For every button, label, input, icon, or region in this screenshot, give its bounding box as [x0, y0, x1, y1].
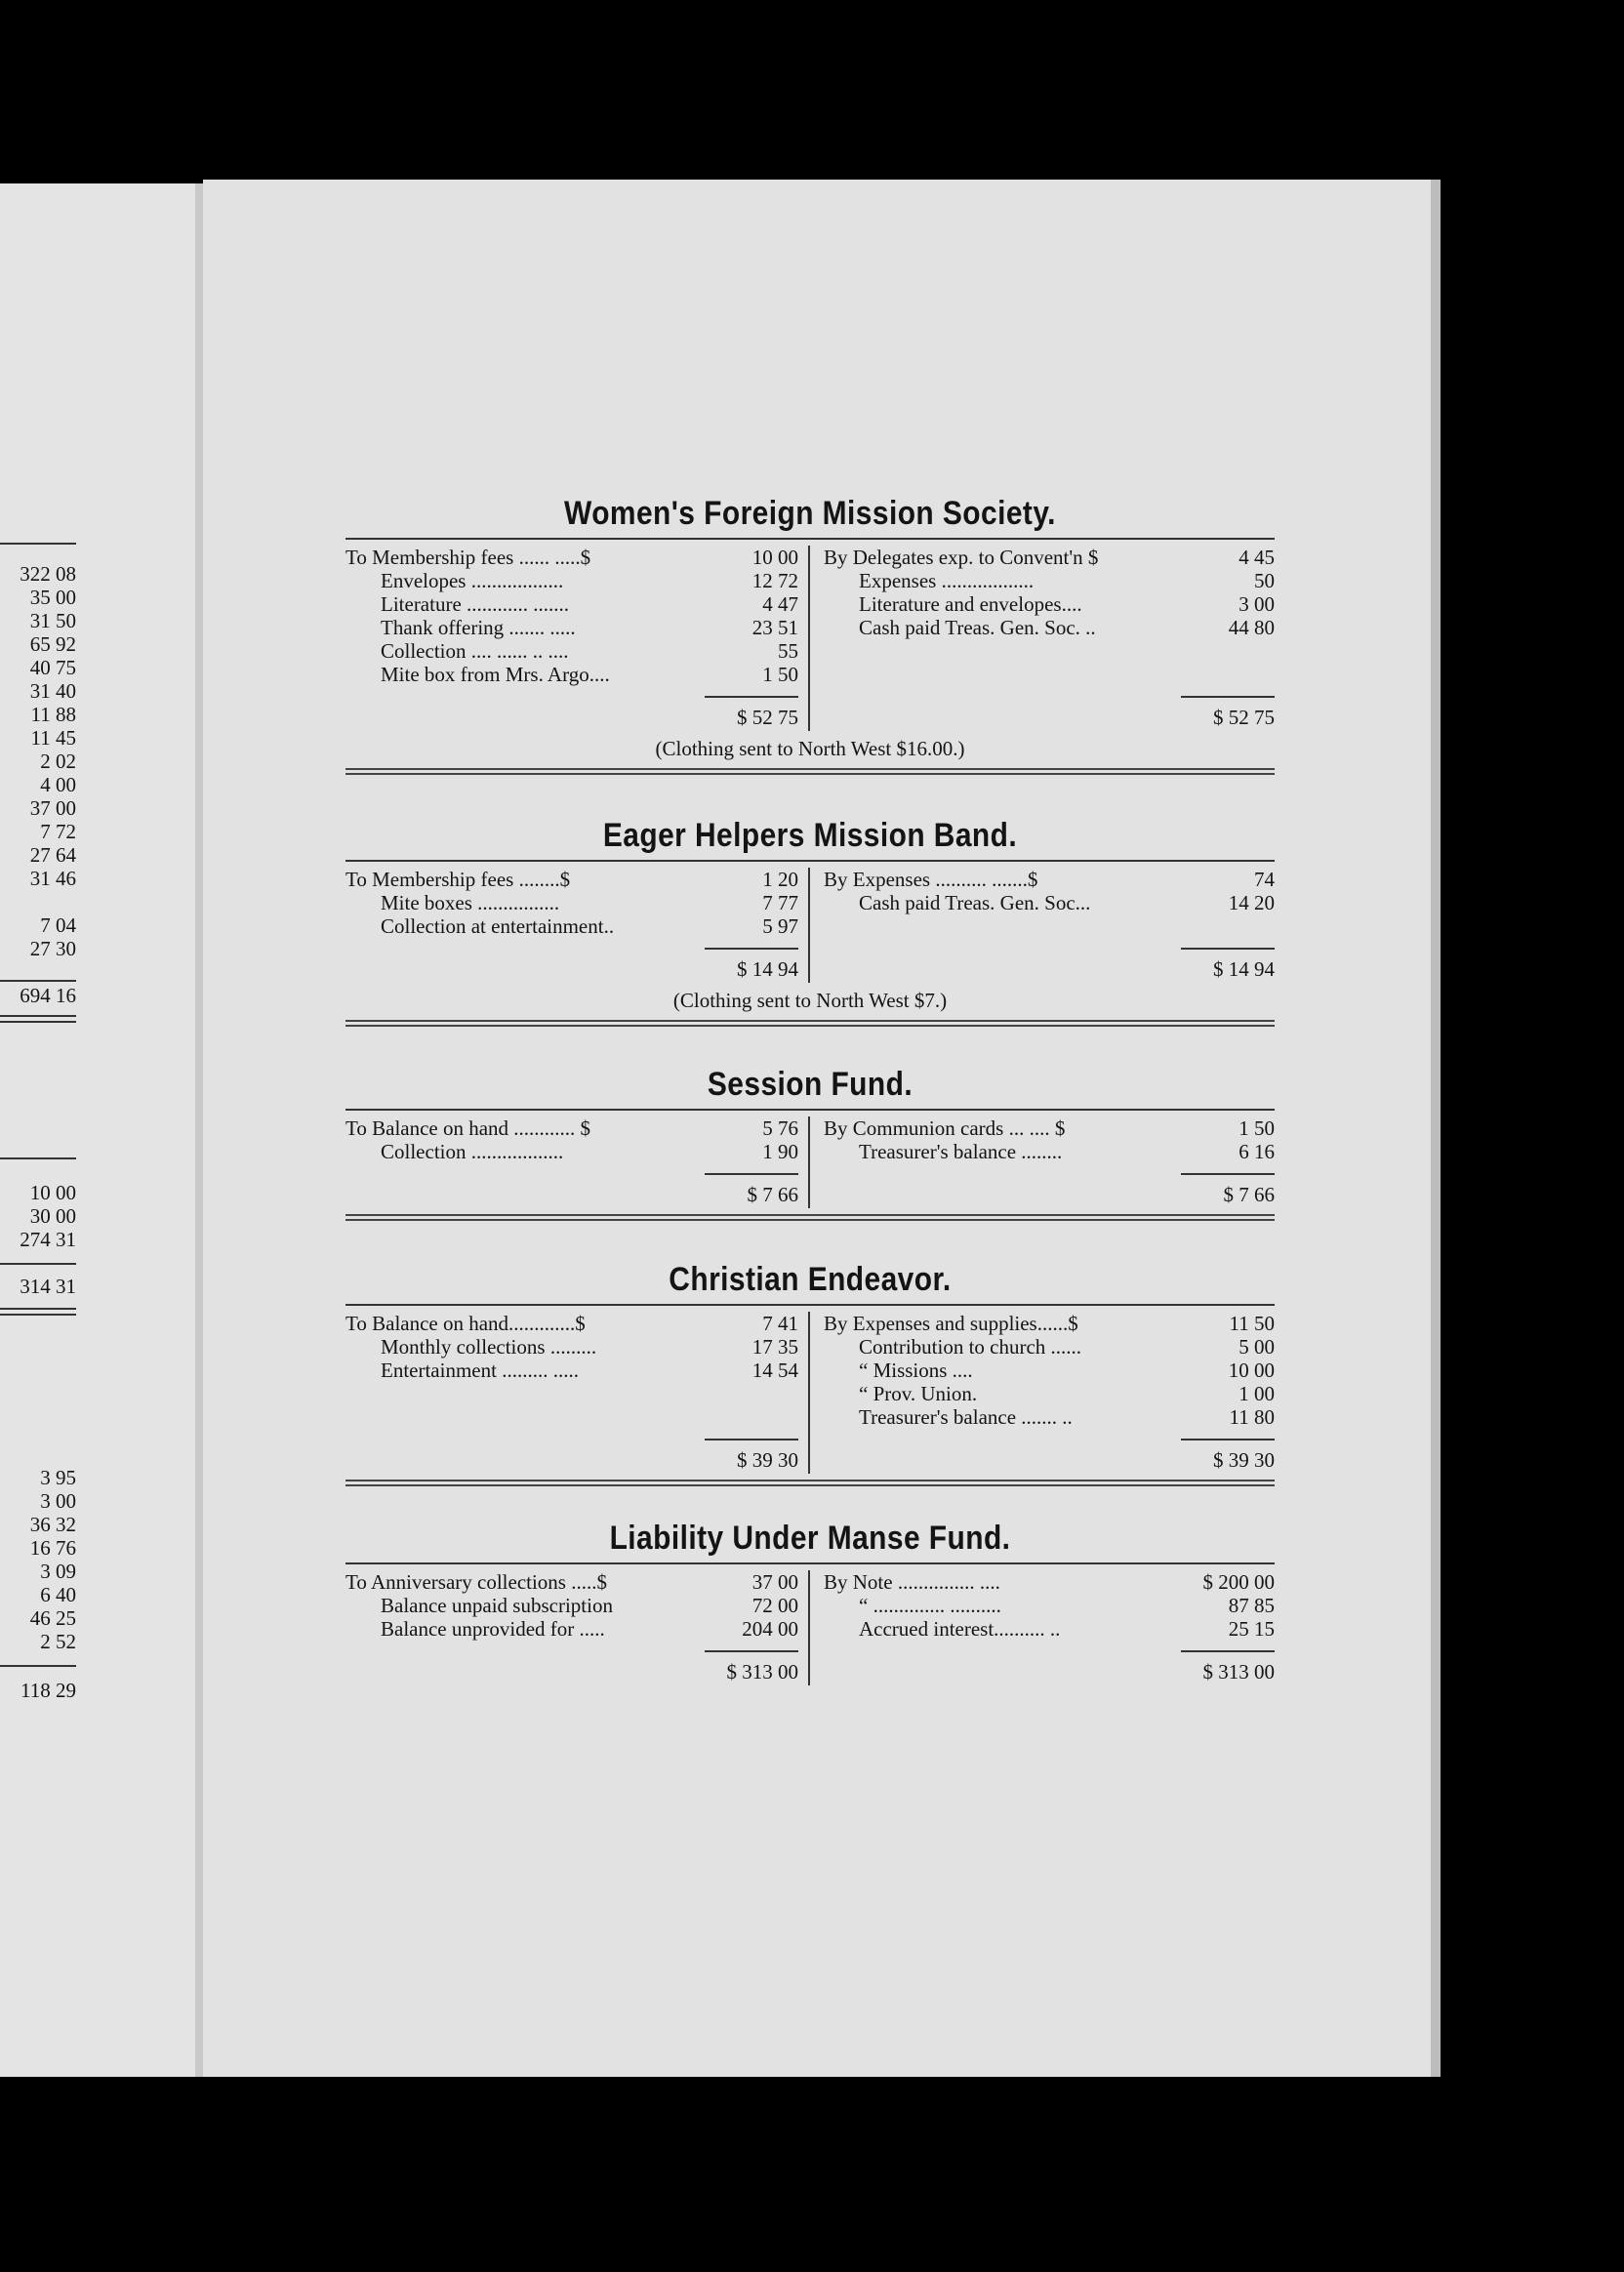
ledger-row: [824, 546, 1275, 569]
total-amount: [1165, 1658, 1275, 1685]
total-spacer: [345, 704, 689, 731]
ledger-row: [824, 891, 1275, 914]
row-label: Monthly collections .........: [381, 1335, 597, 1359]
ledger: [345, 1312, 1275, 1474]
title-rule: [345, 538, 1275, 540]
total-row: [345, 1446, 798, 1474]
ledger-row: [345, 1312, 798, 1335]
row-label: To Balance on hand ............ $: [345, 1116, 591, 1140]
title-rule: [345, 860, 1275, 862]
total-value: 313 00: [1218, 1660, 1275, 1684]
total-amount: [689, 704, 798, 731]
row-label: Mite boxes ................: [381, 891, 560, 914]
left-amount: 16 76: [29, 1536, 76, 1560]
section-divider: [345, 1020, 1275, 1027]
section-title: Christian Endeavor.: [669, 1261, 952, 1298]
section-manse-fund: [345, 1518, 1275, 1685]
left-amount: 37 00: [29, 796, 76, 820]
page-edge: [1431, 180, 1441, 2077]
total-spacer: [345, 1181, 689, 1208]
row-amount: 17 35: [751, 1335, 798, 1359]
section-womens-foreign-mission: [345, 493, 1275, 775]
left-amount: 40 75: [29, 656, 76, 679]
left-amount: 36 32: [29, 1513, 76, 1536]
ledger-row: [824, 868, 1275, 891]
left-amount: 46 25: [29, 1606, 76, 1630]
total-row: [824, 955, 1275, 983]
total-value: 39 30: [1228, 1448, 1275, 1472]
section-title: Women's Foreign Mission Society.: [564, 495, 1056, 532]
left-amount: 4 00: [40, 773, 76, 796]
row-label: Mite box from Mrs. Argo....: [381, 663, 610, 686]
row-label: Envelopes ..................: [381, 569, 564, 592]
total-spacer: [824, 1658, 1165, 1685]
row-amount: 12 72: [751, 569, 798, 592]
row-label: By Delegates exp. to Convent'n $: [824, 546, 1099, 569]
left-rule: [0, 980, 76, 982]
total-spacer: [824, 955, 1165, 983]
left-amount: 27 64: [29, 843, 76, 867]
left-amount: 3 00: [40, 1489, 76, 1513]
ledger-row: [824, 1594, 1275, 1617]
total-amount: [689, 1658, 798, 1685]
left-rule: [0, 1263, 76, 1265]
total-amount: [1165, 704, 1275, 731]
row-label: Treasurer's balance ........: [859, 1140, 1063, 1163]
section-christian-endeavor: [345, 1259, 1275, 1486]
total-value: 313 00: [742, 1660, 798, 1684]
left-rule: [0, 1157, 76, 1159]
left-amount: 27 30: [29, 937, 76, 960]
total-row: [345, 1181, 798, 1208]
left-rule: [0, 1665, 76, 1667]
left-page-fragment: [0, 183, 195, 2077]
ledger-row: [824, 1116, 1275, 1140]
row-label: Collection ..................: [381, 1140, 564, 1163]
total-row: [345, 704, 798, 731]
total-rule: [1181, 948, 1275, 950]
total-value: 14 94: [751, 957, 798, 981]
ledger: [345, 1570, 1275, 1685]
row-amount: 1 20: [762, 868, 798, 891]
row-amount: 1 50: [1238, 1116, 1275, 1140]
total-rule: [705, 948, 798, 950]
row-label: “ Missions ....: [859, 1359, 973, 1382]
row-label: Entertainment ......... .....: [381, 1359, 579, 1382]
section-title: Eager Helpers Mission Band.: [602, 817, 1018, 854]
ledger-row: [345, 1382, 798, 1405]
row-label: Literature and envelopes....: [859, 592, 1082, 616]
credit-side: [810, 1570, 1275, 1685]
total-amount: [1165, 1446, 1275, 1474]
title-rule: [345, 1109, 1275, 1111]
row-label: Cash paid Treas. Gen. Soc...: [859, 891, 1091, 914]
left-total: 118 29: [20, 1679, 76, 1702]
total-value: 14 94: [1228, 957, 1275, 981]
ledger-row: [824, 592, 1275, 616]
ledger-row: [824, 616, 1275, 639]
total-spacer: [824, 1181, 1165, 1208]
left-amount: 7 72: [40, 820, 76, 843]
row-amount: 11 50: [1229, 1312, 1275, 1335]
total-spacer: [345, 1446, 689, 1474]
left-amount: 31 50: [29, 609, 76, 632]
total-row: [824, 1446, 1275, 1474]
row-amount: 3 00: [1238, 592, 1275, 616]
total-rule: [1181, 1650, 1275, 1652]
dollar-sign: $: [747, 1183, 763, 1206]
total-amount: [1165, 1181, 1275, 1208]
left-rule: [0, 1021, 76, 1023]
row-label: Literature ............ .......: [381, 592, 570, 616]
section-title: Liability Under Manse Fund.: [609, 1520, 1011, 1557]
left-total: 694 16: [20, 984, 76, 1007]
left-amount: 11 88: [30, 703, 76, 726]
total-spacer: [824, 704, 1165, 731]
row-amount: 1 50: [762, 663, 798, 686]
row-label: Expenses ..................: [859, 569, 1035, 592]
row-amount: 44 80: [1228, 616, 1275, 639]
ledger-row: [824, 1382, 1275, 1405]
dollar-sign: $: [1213, 1448, 1229, 1472]
ledger-row: [345, 891, 798, 914]
left-total: 314 31: [20, 1275, 76, 1298]
ledger-row: [824, 663, 1275, 686]
total-amount: [689, 1446, 798, 1474]
ledger-row: [824, 1405, 1275, 1429]
clothing-note: (Clothing sent to North West $7.): [672, 989, 948, 1012]
ledger-row: [824, 1617, 1275, 1641]
row-amount: 11 80: [1229, 1405, 1275, 1429]
section-title: Session Fund.: [707, 1066, 914, 1103]
left-amount: 35 00: [29, 586, 76, 609]
ledger-row: [345, 1617, 798, 1641]
left-amount: 10 00: [29, 1181, 76, 1204]
total-spacer: [345, 955, 689, 983]
row-amount: 5 00: [1238, 1335, 1275, 1359]
row-amount: 10 00: [751, 546, 798, 569]
total-row: [824, 704, 1275, 731]
row-label: By Communion cards ... .... $: [824, 1116, 1066, 1140]
row-amount: 204 00: [742, 1617, 798, 1641]
left-rule: [0, 1015, 76, 1017]
debit-side: [345, 1312, 810, 1474]
row-amount: 4 47: [762, 592, 798, 616]
left-amount: 31 40: [29, 679, 76, 703]
ledger-row: [345, 546, 798, 569]
row-amount: 25 15: [1228, 1617, 1275, 1641]
ledger-row: [824, 1335, 1275, 1359]
total-row: [824, 1181, 1275, 1208]
debit-side: [345, 868, 810, 983]
total-row: [345, 1658, 798, 1685]
dollar-sign: $: [737, 706, 752, 729]
section-eager-helpers: [345, 815, 1275, 1027]
total-value: 7 66: [1238, 1183, 1275, 1206]
row-amount: 87 85: [1228, 1594, 1275, 1617]
section-divider: [345, 1214, 1275, 1221]
total-spacer: [824, 1446, 1165, 1474]
row-label: Balance unprovided for .....: [381, 1617, 605, 1641]
row-amount: 10 00: [1228, 1359, 1275, 1382]
credit-side: [810, 546, 1275, 731]
left-rule: [0, 1314, 76, 1316]
total-value: 52 75: [1228, 706, 1275, 729]
row-label: Collection .... ...... .. ....: [381, 639, 569, 663]
section-divider: [345, 1480, 1275, 1486]
row-amount: 50: [1254, 569, 1275, 592]
dollar-sign: $: [737, 957, 752, 981]
ledger-row: [824, 639, 1275, 663]
row-amount: 1 90: [762, 1140, 798, 1163]
dollar-sign: $: [1223, 1183, 1239, 1206]
total-amount: [1165, 955, 1275, 983]
ledger-row: [345, 1570, 798, 1594]
total-value: 39 30: [751, 1448, 798, 1472]
total-rule: [705, 1173, 798, 1175]
left-amount: 3 09: [40, 1560, 76, 1583]
row-amount: 14 20: [1228, 891, 1275, 914]
left-amount: 2 02: [40, 750, 76, 773]
ledger-row: [345, 914, 798, 938]
ledger-row: [345, 663, 798, 686]
row-label: Accrued interest.......... ..: [859, 1617, 1061, 1641]
dollar-sign: $: [737, 1448, 752, 1472]
credit-side: [810, 1116, 1275, 1208]
ledger-row: [345, 592, 798, 616]
row-amount: 55: [778, 639, 798, 663]
section-session-fund: [345, 1064, 1275, 1221]
row-label: By Expenses .......... .......$: [824, 868, 1038, 891]
total-value: 7 66: [762, 1183, 798, 1206]
total-rule: [705, 1439, 798, 1440]
row-amount: 23 51: [751, 616, 798, 639]
row-label: Collection at entertainment..: [381, 914, 615, 938]
ledger: [345, 546, 1275, 731]
debit-side: [345, 1570, 810, 1685]
ledger-row: [345, 1359, 798, 1382]
row-label: Thank offering ....... .....: [381, 616, 576, 639]
dollar-sign: $: [1202, 1660, 1219, 1684]
row-label: To Balance on hand.............$: [345, 1312, 586, 1335]
total-row: [824, 1658, 1275, 1685]
row-amount: 5 76: [762, 1116, 798, 1140]
ledger-row: [824, 914, 1275, 938]
left-rule: [0, 543, 76, 545]
left-amount: 322 08: [20, 562, 76, 586]
row-amount: $ 200 00: [1202, 1570, 1275, 1594]
row-label: “ .............. ..........: [859, 1594, 1001, 1617]
row-label: Contribution to church ......: [859, 1335, 1082, 1359]
left-amount: 2 52: [40, 1630, 76, 1653]
ledger-row: [345, 868, 798, 891]
left-amount: 3 95: [40, 1466, 76, 1489]
total-rule: [705, 696, 798, 698]
total-rule: [1181, 1173, 1275, 1175]
row-amount: 7 41: [762, 1312, 798, 1335]
row-amount: 14 54: [751, 1359, 798, 1382]
ledger-row: [345, 639, 798, 663]
ledger-row: [345, 1335, 798, 1359]
total-rule: [1181, 696, 1275, 698]
row-amount: 5 97: [762, 914, 798, 938]
left-amount: 11 45: [30, 726, 76, 750]
left-amount: 30 00: [29, 1204, 76, 1228]
row-amount: 4 45: [1238, 546, 1275, 569]
row-label: To Anniversary collections .....$: [345, 1570, 607, 1594]
ledger-row: [345, 1140, 798, 1163]
left-amount: 65 92: [29, 632, 76, 656]
row-amount: 37 00: [751, 1570, 798, 1594]
ledger: [345, 868, 1275, 983]
ledger-row: [824, 1140, 1275, 1163]
row-amount: 7 77: [762, 891, 798, 914]
section-divider: [345, 768, 1275, 775]
credit-side: [810, 868, 1275, 983]
total-rule: [705, 1650, 798, 1652]
row-label: “ Prov. Union.: [859, 1382, 978, 1405]
row-amount: 6 16: [1238, 1140, 1275, 1163]
total-spacer: [345, 1658, 689, 1685]
debit-side: [345, 546, 810, 731]
dollar-sign: $: [1213, 706, 1229, 729]
row-label: To Membership fees ........$: [345, 868, 571, 891]
ledger-row: [824, 1312, 1275, 1335]
ledger-row: [345, 1594, 798, 1617]
row-label: By Note ............... ....: [824, 1570, 1000, 1594]
dollar-sign: $: [1213, 957, 1229, 981]
clothing-note: (Clothing sent to North West $16.00.): [655, 737, 965, 760]
row-label: Cash paid Treas. Gen. Soc. ..: [859, 616, 1096, 639]
ledger-row: [345, 1116, 798, 1140]
title-rule: [345, 1304, 1275, 1306]
ledger-row: [824, 569, 1275, 592]
debit-side: [345, 1116, 810, 1208]
total-rule: [1181, 1439, 1275, 1440]
dollar-sign: $: [726, 1660, 743, 1684]
row-label: By Expenses and supplies......$: [824, 1312, 1078, 1335]
total-amount: [689, 955, 798, 983]
row-label: Treasurer's balance ....... ..: [859, 1405, 1073, 1429]
left-amount: 6 40: [40, 1583, 76, 1606]
ledger-row: [345, 569, 798, 592]
book-gutter: [195, 183, 203, 2077]
credit-side: [810, 1312, 1275, 1474]
row-amount: 1 00: [1238, 1382, 1275, 1405]
ledger-row: [345, 1405, 798, 1429]
total-amount: [689, 1181, 798, 1208]
total-row: [345, 955, 798, 983]
ledger-row: [824, 1570, 1275, 1594]
total-value: 52 75: [751, 706, 798, 729]
left-amount: 7 04: [40, 913, 76, 937]
row-label: To Membership fees ...... .....$: [345, 546, 591, 569]
row-label: Balance unpaid subscription: [381, 1594, 613, 1617]
ledger: [345, 1116, 1275, 1208]
ledger-row: [824, 1359, 1275, 1382]
row-amount: 74: [1254, 868, 1275, 891]
row-amount: 72 00: [751, 1594, 798, 1617]
left-amount: 31 46: [29, 867, 76, 890]
title-rule: [345, 1562, 1275, 1564]
ledger-row: [345, 616, 798, 639]
left-amount: 274 31: [20, 1228, 76, 1251]
left-rule: [0, 1308, 76, 1310]
